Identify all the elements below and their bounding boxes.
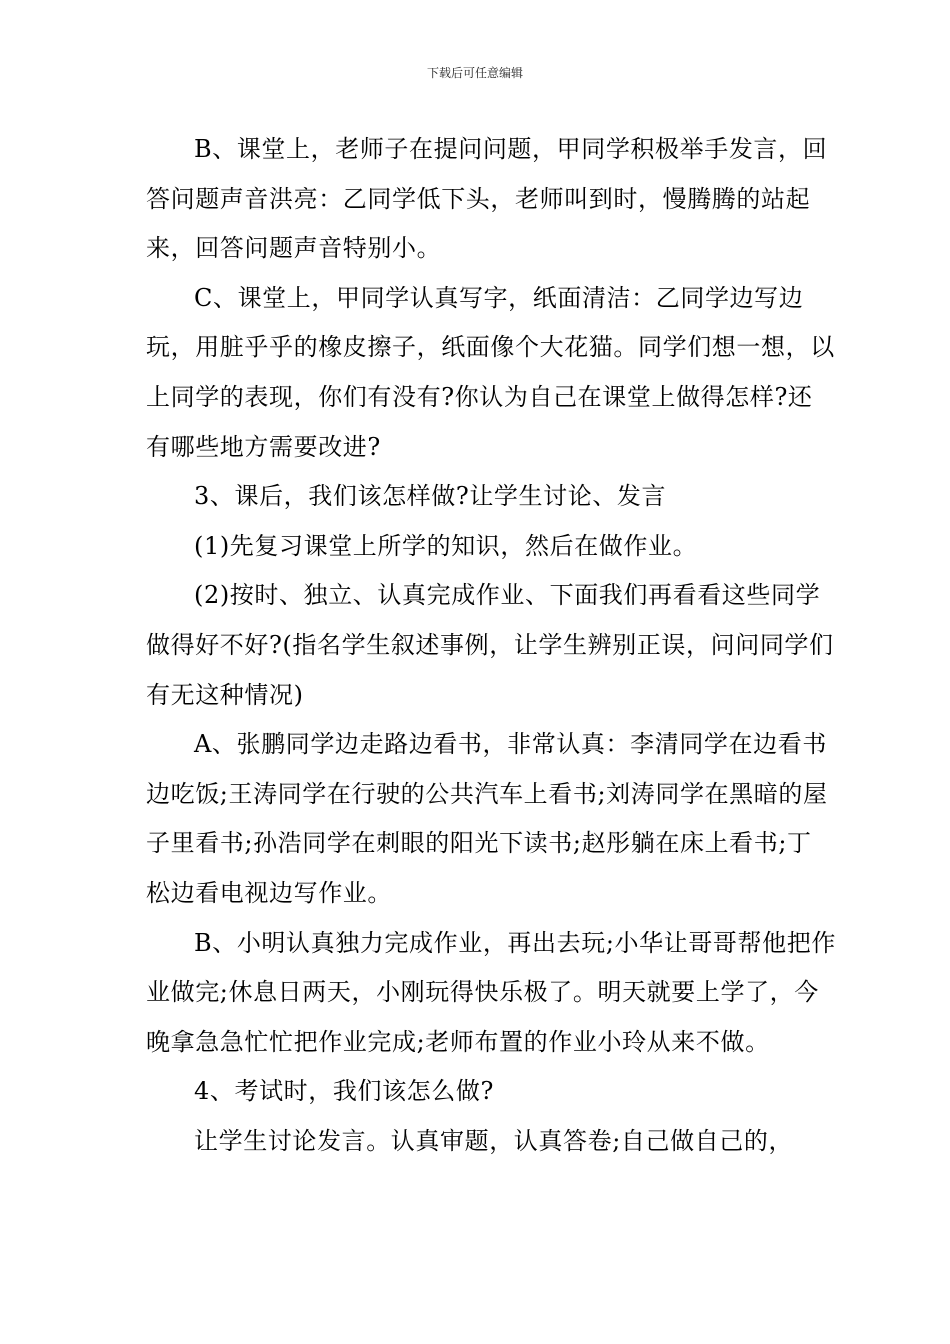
paragraph-item-1: (1)先复习课堂上所学的知识，然后在做作业。 <box>194 531 698 560</box>
paragraph-exam-heading: 4、考试时，我们该怎么做? <box>194 1077 494 1106</box>
document-body <box>146 125 836 1166</box>
paragraph-exam-discussion: 让学生讨论发言。认真审题，认真答卷;自己做自己的， <box>194 1126 794 1155</box>
page-header: 下载后可任意编辑 <box>426 66 523 80</box>
paragraph-b-examples: B、小明认真独力完成作业，再出去玩;小华让哥哥帮他把作业做完;休息日两天，小刚玩得快乐极了。明天就要上学了，今晚拿急急忙忙把作业完成;老师布置的作业小玲从来不做。 <box>146 928 836 1056</box>
paragraph-c-classroom: C、课堂上，甲同学认真写字，纸面清洁：乙同学边写边玩，用脏乎乎的橡皮擦子，纸面像个大花猫。同学们想一想，以上同学的表现，你们有没有?你认为自己在课堂上做得怎样?还有哪些地方需要改进? <box>146 283 835 461</box>
paragraph-a-examples: A、张鹏同学边走路边看书，非常认真：李清同学在边看书边吃饭;王涛同学在行驶的公共汽车上看书;刘涛同学在黑暗的屋子里看书;孙浩同学在刺眼的阳光下读书;赵彤躺在床上看书;丁松边看电视边写作业。 <box>146 730 828 907</box>
paragraph-b-classroom: B、课堂上，老师子在提问问题，甲同学积极举手发言，回答问题声音洪亮：乙同学低下头，老师叫到时，慢腾腾的站起来，回答问题声音特别小。 <box>146 135 828 263</box>
paragraph-after-class-heading: 3、课后，我们该怎样做?让学生讨论、发言 <box>194 482 667 511</box>
paragraph-item-2: (2)按时、独立、认真完成作业、下面我们再看看这些同学做得好不好?(指名学生叙述事例，让学生辨别正误，问问同学们有无这种情况) <box>146 581 834 709</box>
